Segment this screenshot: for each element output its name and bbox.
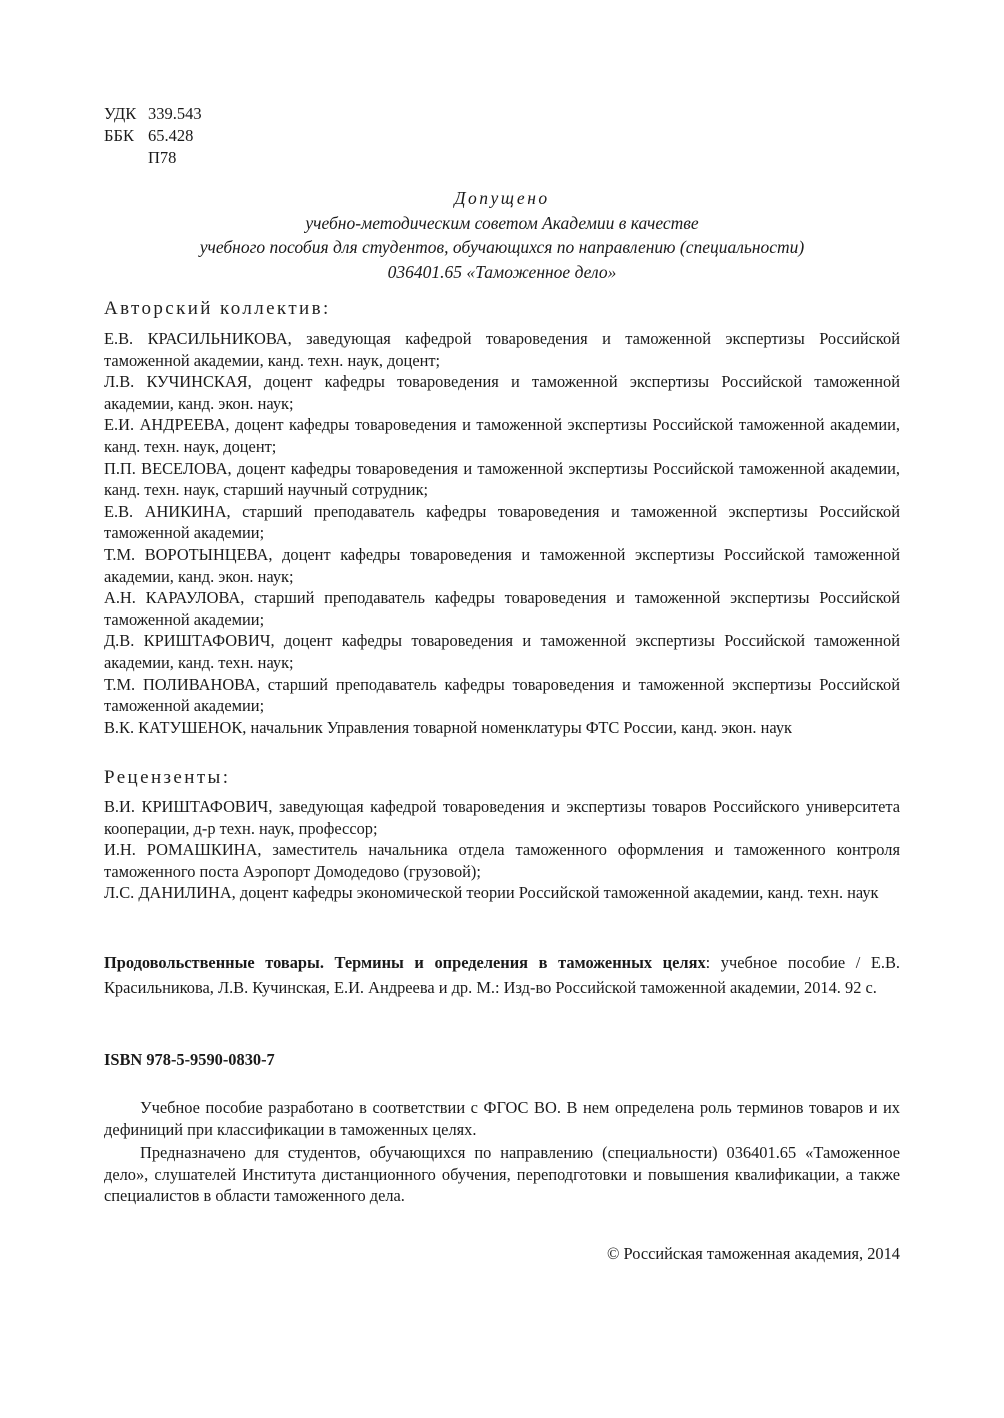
bbk-row xyxy=(104,125,202,147)
authors-list xyxy=(104,328,900,738)
author-entry: П.П. ВЕСЕЛОВА, доцент кафедры товароведения и таможенной экспертизы Российской таможенной академии, канд. техн. наук, старший научный сотрудник; xyxy=(104,458,900,500)
approval-line: учебно-методическим советом Академии в качестве xyxy=(305,212,699,233)
reviewer-entry: Л.С. ДАНИЛИНА, доцент кафедры экономической теории Российской таможенной академии, канд. техн. наук xyxy=(104,883,879,903)
author-entry: Л.В. КУЧИНСКАЯ, доцент кафедры товароведения и таможенной экспертизы Российской таможенной академии, канд. экон. наук; xyxy=(104,372,900,413)
bbk-label: ББК xyxy=(104,126,134,145)
reviewers-list xyxy=(104,796,900,904)
approval-block xyxy=(104,186,900,284)
author-entry: В.К. КАТУШЕНОК, начальник Управления товарной номенклатуры ФТС России, канд. экон. наук xyxy=(104,717,792,737)
reviewer-entry: И.Н. РОМАШКИНА, заместитель начальника отдела таможенного оформления и таможенного контроля таможенного поста Аэропорт Домодедово (грузовой); xyxy=(104,840,900,881)
isbn: ISBN 978-5-9590-0830-7 xyxy=(104,1050,275,1069)
annotation xyxy=(104,1097,900,1207)
approval-line: учебного пособия для студентов, обучающихся по направлению (специальности) xyxy=(199,237,805,257)
classification-codes xyxy=(104,103,202,169)
approval-heading: Допущено xyxy=(454,188,550,208)
reviewers-title: Рецензенты: xyxy=(104,767,231,788)
author-entry: А.Н. КАРАУЛОВА, старший преподаватель кафедры товароведения и таможенной экспертизы Российской таможенной академии; xyxy=(104,588,900,629)
udk-label: УДК xyxy=(104,104,137,123)
reviewer-entry: В.И. КРИШТАФОВИЧ, заведующая кафедрой товароведения и экспертизы товаров Российского университета кооперации, д-р техн. наук, профессор; xyxy=(104,797,900,838)
annotation-paragraph: Учебное пособие разработано в соответствии с ФГОС ВО. В нем определена роль терминов товаров и их дефиниций при классификации в таможенных целях. xyxy=(104,1098,900,1139)
author-entry: Е.В. АНИКИНА, старший преподаватель кафедры товароведения и таможенной экспертизы Российской таможенной академии; xyxy=(104,501,900,543)
author-entry: Т.М. ВОРОТЫНЦЕВА, доцент кафедры товароведения и таможенной экспертизы Российской таможенной академии, канд. экон. наук; xyxy=(104,544,900,586)
author-entry: Е.И. АНДРЕЕВА, доцент кафедры товароведения и таможенной экспертизы Российской таможенной академии, канд. техн. наук, доцент; xyxy=(104,415,900,456)
author-entry: Т.М. ПОЛИВАНОВА, старший преподаватель кафедры товароведения и таможенной экспертизы Российской таможенной академии; xyxy=(104,674,900,716)
bibliographic-record xyxy=(104,950,900,1000)
annotation-paragraph: Предназначено для студентов, обучающихся по направлению (специальности) 036401.65 «Таможенное дело», слушателей Института дистанционного обучения, переподготовки и повышения квалификации, а также специалистов в области таможенного дела. xyxy=(104,1143,900,1206)
approval-line: 036401.65 «Таможенное дело» xyxy=(387,261,617,282)
authors-title: Авторский коллектив: xyxy=(104,298,331,319)
bbk-value: 65.428 xyxy=(148,126,194,145)
author-entry: Д.В. КРИШТАФОВИЧ, доцент кафедры товароведения и таможенной экспертизы Российской таможенной академии, канд. техн. наук; xyxy=(104,631,900,672)
bibliographic-details: : учебное пособие / Е.В. Красильникова, Л.В. Кучинская, Е.И. Андреева и др. М.: Изд-во Российской таможенной академии, 2014. 92 с. xyxy=(104,953,900,997)
udk-row xyxy=(104,103,202,125)
author-entry: Е.В. КРАСИЛЬНИКОВА, заведующая кафедрой товароведения и таможенной экспертизы Российской таможенной академии, канд. техн. наук, доцент; xyxy=(104,329,900,370)
book-title: Продовольственные товары. Термины и определения в таможенных целях xyxy=(104,953,706,972)
author-code: П78 xyxy=(148,148,177,167)
copyright: © Российская таможенная академия, 2014 xyxy=(606,1244,900,1263)
udk-value: 339.543 xyxy=(148,104,202,123)
